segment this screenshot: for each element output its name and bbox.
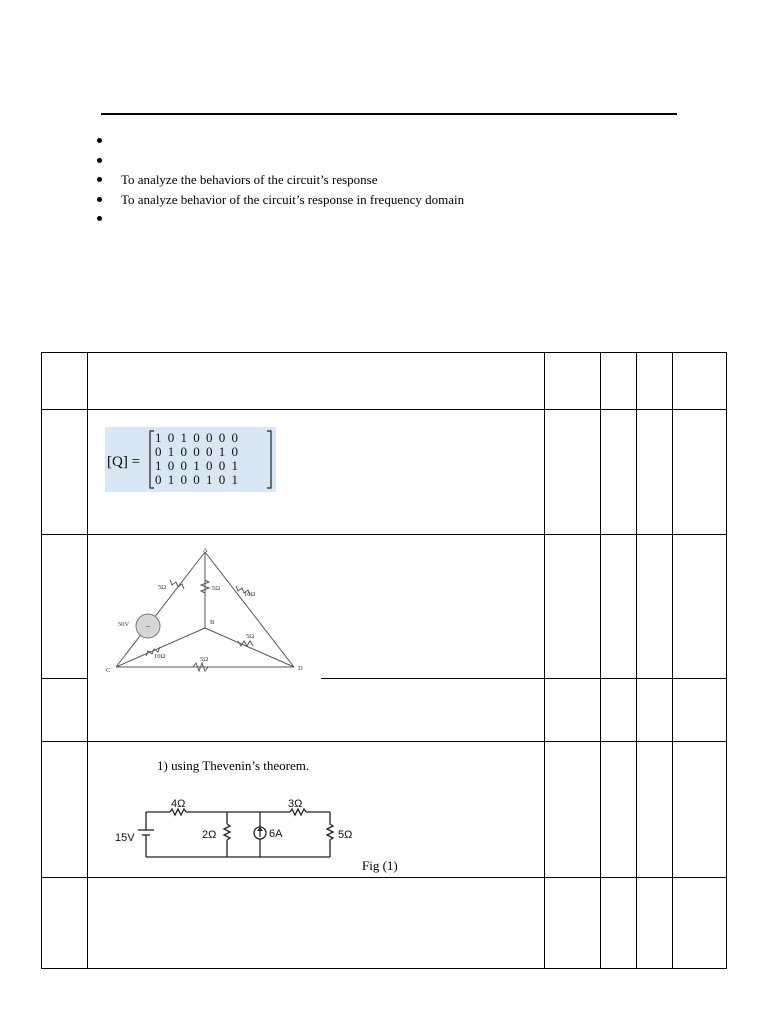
resistor-label: 5Ω: [246, 633, 255, 640]
question-text: 1) using Thevenin’s theorem.: [157, 758, 310, 773]
matrix-label: [Q] =: [107, 454, 141, 470]
resistor-label: 4Ω: [171, 798, 186, 810]
thevenin-circuit: [110, 792, 360, 864]
source-label: 15V: [115, 832, 135, 844]
matrix-row: 1 0 0 1 0 0 1: [155, 458, 240, 473]
resistor-label: 5Ω: [200, 656, 209, 663]
resistor-label: 5Ω: [212, 585, 221, 592]
source-label: 50V: [118, 621, 130, 628]
objective-text: To analyze behavior of the circuit’s response in frequency domain: [121, 191, 465, 207]
resistor-label: 3Ω: [288, 798, 303, 810]
node-b-label: B: [210, 619, 215, 626]
node-a-label: A: [203, 547, 208, 554]
resistor-label: 10Ω: [244, 591, 256, 598]
matrix-row: 0 1 0 0 0 1 0: [155, 444, 240, 459]
current-label: 6A: [269, 828, 283, 840]
resistor-label: 5Ω: [338, 829, 353, 841]
objective-text: To analyze the behaviors of the circuit’s response: [121, 172, 378, 187]
figure-caption: Fig (1): [362, 858, 398, 873]
triangle-circuit: [88, 540, 320, 682]
resistor-label: 5Ω: [158, 584, 167, 591]
resistor-label: 10Ω: [154, 653, 166, 660]
svg-text:~: ~: [145, 624, 151, 631]
resistor-label: 2Ω: [202, 829, 217, 841]
node-d-label: D: [298, 665, 303, 672]
matrix-row: 1 0 1 0 0 0 0: [155, 430, 240, 445]
matrix-row: 0 1 0 0 1 0 1: [155, 472, 240, 487]
incidence-matrix-figure: [105, 427, 276, 492]
node-c-label: C: [106, 667, 111, 674]
